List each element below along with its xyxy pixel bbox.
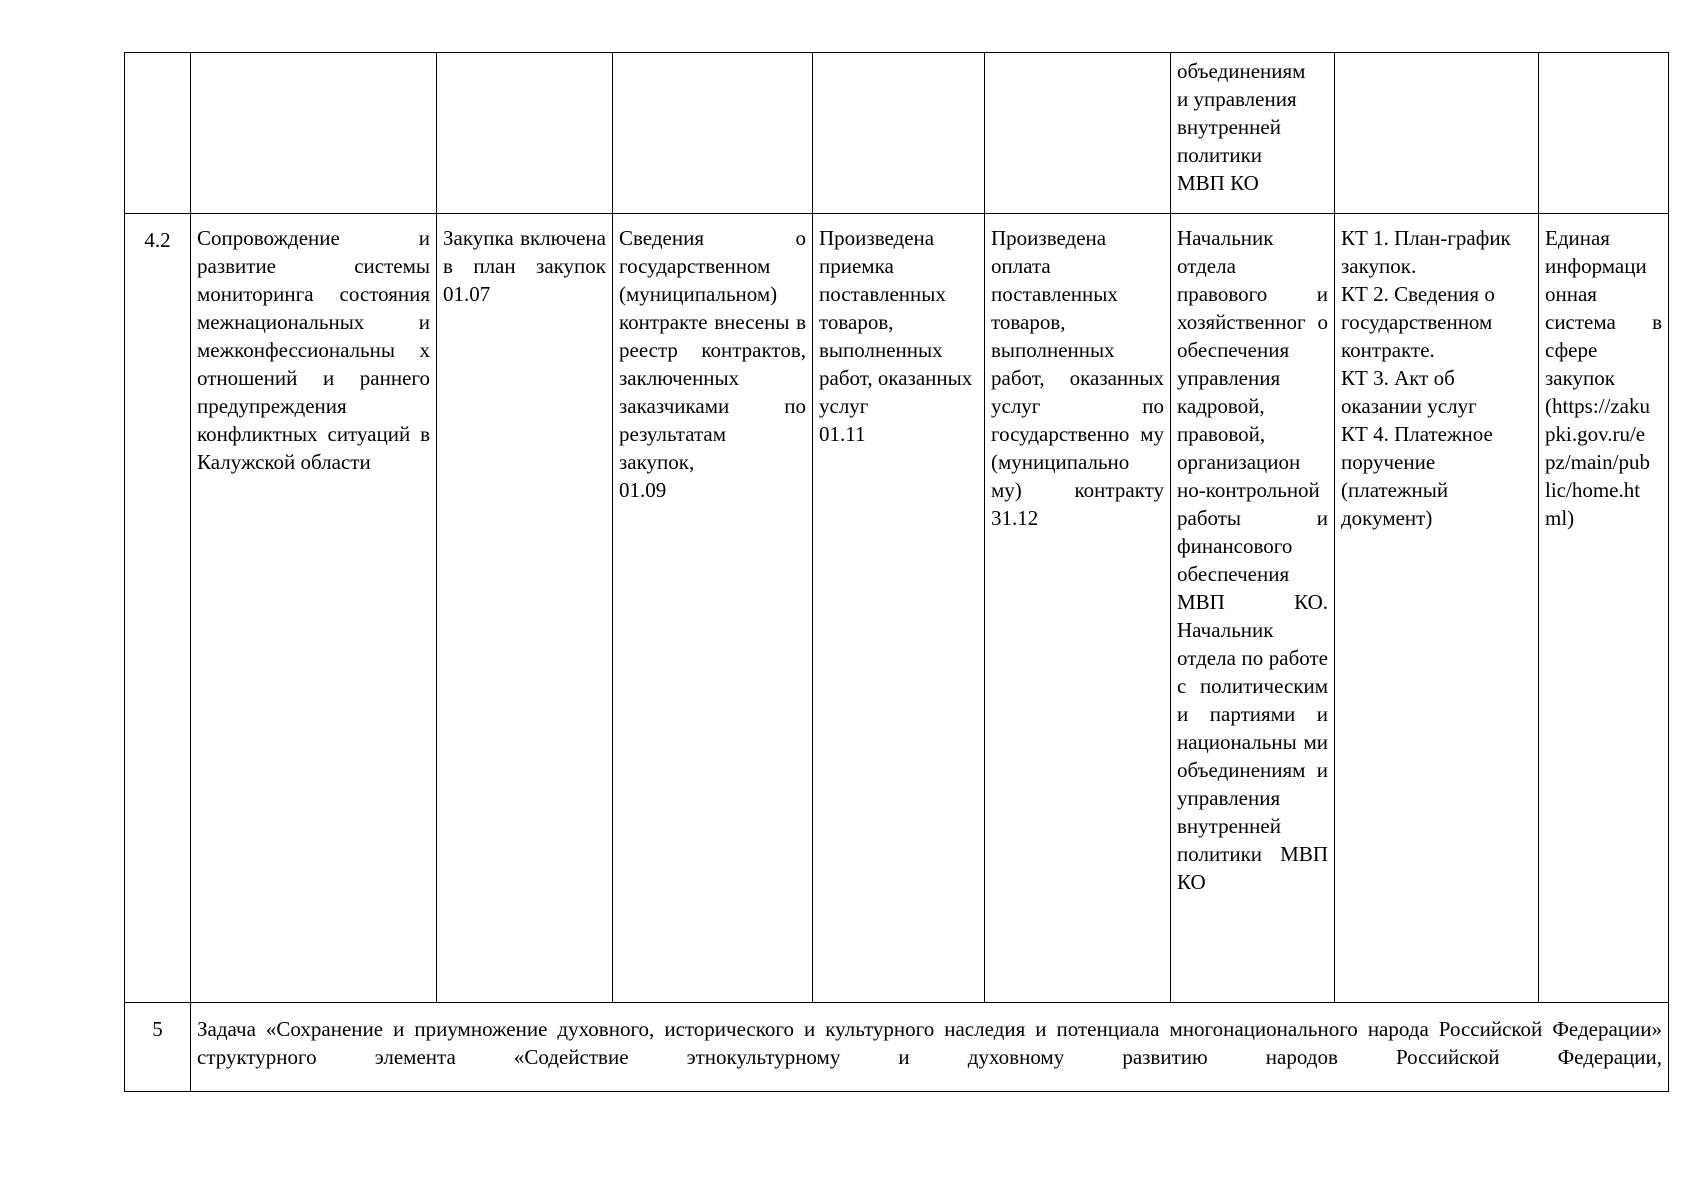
cell-control-points (1335, 53, 1539, 214)
cell-task: Задача «Сохранение и приумножение духовного, исторического и культурного наследия и потенциала многонационального народа Российской Федерации» структурного элемента «Содействие этнокультурному и духовному развитию народов Российской Федерации, (191, 1003, 1669, 1092)
cell-event-contract: Сведения о государственном (муниципальном) контракте внесены в реестр контрактов, заключенных заказчиками по результатам закупок, 01.09 (613, 214, 813, 1003)
cell-number (125, 53, 191, 214)
plan-table (124, 52, 1669, 1092)
cell-event-procurement: Закупка включена в план закупок 01.07 (437, 214, 613, 1003)
table-row (125, 53, 1669, 214)
cell-event-acceptance (813, 53, 985, 214)
cell-number: 4.2 (125, 214, 191, 1003)
cell-control-points: КТ 1. План-график закупок. КТ 2. Сведения о государственном контракте. КТ 3. Акт об оказании услуг КТ 4. Платежное поручение (платежный документ) (1335, 214, 1539, 1003)
table-row (125, 1003, 1669, 1092)
cell-event-procurement (437, 53, 613, 214)
cell-name: Сопровождение и развитие системы мониторинга состояния межнациональных и межконфессиональны х отношений и раннего предупреждения конфликтных ситуаций в Калужской области (191, 214, 437, 1003)
cell-info-system: Единая информаци онная система в сфере закупок (https://zaku pki.gov.ru/e pz/main/pub lic/home.ht ml) (1539, 214, 1669, 1003)
cell-event-payment (985, 53, 1171, 214)
cell-responsible: объединениям и управления внутренней политики МВП КО (1171, 53, 1335, 214)
cell-number: 5 (125, 1003, 191, 1092)
cell-event-payment: Произведена оплата поставленных товаров, выполненных работ, оказанных услуг по государственно му (муниципально му) контракту 31.12 (985, 214, 1171, 1003)
cell-event-acceptance: Произведена приемка поставленных товаров, выполненных работ, оказанных услуг 01.11 (813, 214, 985, 1003)
cell-event-contract (613, 53, 813, 214)
cell-name (191, 53, 437, 214)
table-row (125, 214, 1669, 1003)
cell-info-system (1539, 53, 1669, 214)
cell-responsible: Начальник отдела правового и хозяйственног о обеспечения управления кадровой, правовой, организацион но-контрольной работы и финансового обеспечения МВП КО. Начальник отдела по работе с политическим и партиями и национальны ми объединениям и управления внутренней политики МВП КО (1171, 214, 1335, 1003)
